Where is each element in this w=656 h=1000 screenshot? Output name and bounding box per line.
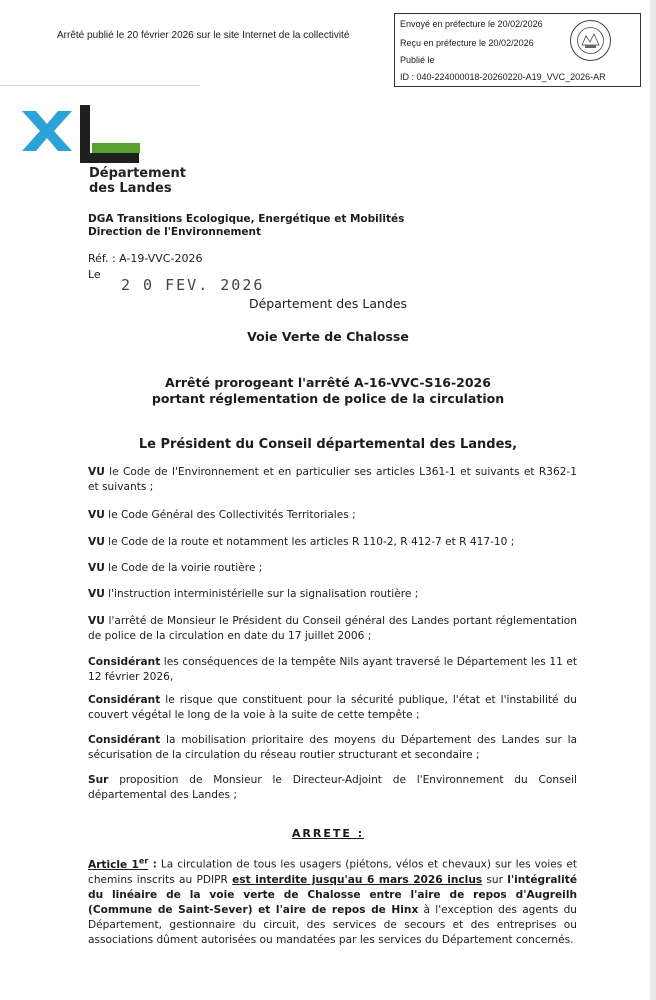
direction-line: Direction de l'Environnement [88, 226, 262, 238]
considerant-paragraph [88, 693, 577, 723]
visa-lead: VU [88, 588, 105, 600]
considerant-text: la mobilisation prioritaire des moyens du Département des Landes sur la sécurisation de la circulation du réseau routier structurant et secondaire ; [88, 734, 577, 761]
visa-text: l'arrêté de Monsieur le Président du Conseil général des Landes portant réglementation de police de la circulation en date du 17 juillet 2006 ; [88, 615, 577, 642]
page-edge [650, 0, 656, 1000]
date-stamp: 2 0 FEV. 2026 [121, 276, 265, 294]
article-1 [88, 853, 577, 948]
article-1-label [88, 856, 149, 871]
department-name-line2: des Landes [89, 181, 172, 196]
visa-lead: VU [88, 509, 105, 521]
stamp-id: ID : 040-224000018-20260220-A19_VVC_2026-AR [400, 72, 606, 82]
department-heading: Département des Landes [248, 296, 408, 311]
visa-paragraph [88, 535, 577, 550]
stamp-published: Publié le [400, 55, 435, 65]
visa-text: l'instruction interministérielle sur la signalisation routière ; [104, 588, 419, 600]
president-heading: Le Président du Conseil départemental des Landes, [138, 437, 518, 452]
visa-paragraph [88, 561, 577, 576]
header-divider [0, 85, 200, 86]
proposition-lead: Sur [88, 774, 109, 786]
arrete-title-line1: Arrêté prorogeant l'arrêté A-16-VVC-S16-2026 [165, 375, 491, 390]
visa-paragraph [88, 465, 577, 495]
arrete-title-line2: portant réglementation de police de la circulation [151, 391, 505, 406]
proposition-paragraph [88, 773, 577, 803]
visa-paragraph [88, 508, 577, 523]
arrete-title [0, 375, 656, 407]
article-1-exceptions: à l'exception des agents du Département, gestionnaire du circuit, des services de secours et des entreprises ou associations dûment autorisées ou mandatées par les services du Département concernés. [88, 903, 578, 946]
visa-lead: VU [88, 536, 105, 548]
considerant-lead: Considérant [88, 656, 161, 668]
reference: Réf. : A-19-VVC-2026 [88, 252, 203, 265]
considerant-text: le risque que constituent pour la sécurité publique, l'état et l'instabilité du couvert végétal le long de la voie à la suite de cette tempête ; [88, 694, 577, 721]
arrete-heading: ARRETE : [291, 827, 365, 840]
visa-text: le Code de l'Environnement et en particulier ses articles L361-1 et suivants et R362-1 et suivants ; [88, 466, 577, 493]
visa-text: le Code Général des Collectivités Territoriales ; [104, 509, 356, 521]
voie-heading: Voie Verte de Chalosse [247, 329, 409, 344]
department-name [89, 166, 186, 196]
article-1-text: La circulation de tous les usagers (piétons, vélos et chevaux) sur les voies et chemins inscrits au PDIPR [88, 858, 577, 886]
landes-logo [22, 103, 147, 165]
considerant-lead: Considérant [88, 734, 161, 746]
article-1-label-base: Article 1 [88, 858, 139, 871]
date-label: Le [88, 268, 101, 281]
visa-paragraph [88, 587, 577, 602]
proposition-text: proposition de Monsieur le Directeur-Adjoint de l'Environnement du Conseil départemental des Landes ; [88, 774, 577, 801]
considerant-text: les conséquences de la tempête Nils ayant traversé le Département les 11 et 12 février 2026, [88, 656, 577, 683]
article-1-colon: : [148, 858, 157, 871]
visa-paragraph [88, 614, 577, 644]
dga-block [88, 213, 404, 239]
stamp-received: Reçu en préfecture le 20/02/2026 [400, 38, 534, 48]
publication-notice: Arrêté publié le 20 février 2026 sur le site Internet de la collectivité [57, 30, 350, 41]
article-1-scope: l'intégralité du linéaire de la voie verte de Chalosse entre l'aire de repos d'Augreilh (Commune de Saint-Sever) et l'aire de repos de Hinx [88, 873, 578, 916]
visa-lead: VU [88, 466, 105, 478]
visa-text: le Code de la route et notamment les articles R 110-2, R 412-7 et R 417-10 ; [104, 536, 515, 548]
visa-lead: VU [88, 615, 105, 627]
considerant-lead: Considérant [88, 694, 161, 706]
dga-line: DGA Transitions Ecologique, Energétique et Mobilités [88, 213, 405, 225]
seal-icon [568, 18, 613, 63]
stamp-sent: Envoyé en préfecture le 20/02/2026 [400, 19, 543, 29]
prefecture-stamp-box [394, 13, 641, 87]
considerant-paragraph [88, 733, 577, 763]
article-1-text: sur [482, 873, 508, 886]
visa-lead: VU [88, 562, 105, 574]
article-1-label-sup: er [138, 856, 149, 865]
visa-text: le Code de la voirie routière ; [104, 562, 263, 574]
department-name-line1: Département [89, 166, 186, 181]
considerant-paragraph [88, 655, 577, 685]
article-1-prohibition: est interdite jusqu'au 6 mars 2026 inclus [232, 873, 483, 886]
